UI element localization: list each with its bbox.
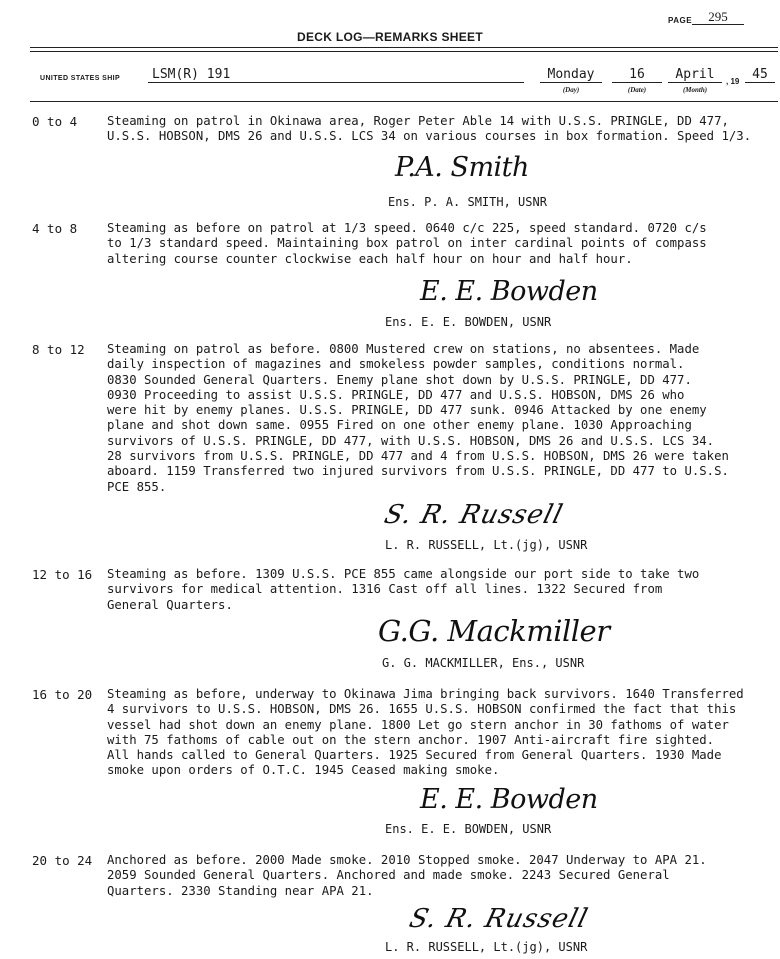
- handwritten-signature: E. E. Bowden: [420, 276, 598, 307]
- remarks-line: to 1/3 standard speed. Maintaining box patrol on inter cardinal points of compass: [107, 236, 707, 251]
- signer-name: L. R. RUSSELL, Lt.(jg), USNR: [385, 940, 588, 954]
- handwritten-signature: S. R. Russell: [381, 500, 567, 530]
- remarks-line: altering course counter clockwise each half hour on hour and half hour.: [107, 251, 633, 266]
- ship-name: LSM(R) 191: [148, 68, 524, 83]
- remarks-line: 28 survivors from U.S.S. PRINGLE, DD 477 and 4 from U.S.S. HOBSON, DMS 26 were taken: [107, 449, 729, 464]
- watch-period: 0 to 4: [32, 114, 78, 129]
- remarks-line: survivors of U.S.S. PRINGLE, DD 477, with U.S.S. HOBSON, DMS 26 and U.S.S. LCS 34.: [107, 433, 715, 448]
- remarks-line: General Quarters.: [107, 597, 233, 612]
- handwritten-signature: G.G. Mackmiller: [378, 614, 610, 648]
- watch-period: 4 to 8: [32, 221, 78, 236]
- watch-remarks: [107, 114, 775, 145]
- month-caption: (Month): [682, 86, 708, 94]
- remarks-line: Quarters. 2330 Standing near APA 21.: [107, 883, 374, 898]
- signer-name: Ens. E. E. BOWDEN, USNR: [385, 822, 552, 836]
- signer-name: G. G. MACKMILLER, Ens., USNR: [382, 656, 585, 670]
- remarks-line: 0830 Sounded General Quarters. Enemy plane shot down by U.S.S. PRINGLE, DD 477.: [107, 372, 692, 387]
- watch-remarks: [107, 853, 775, 899]
- remarks-line: daily inspection of magazines and smokeless powder samples, conditions normal.: [107, 357, 685, 372]
- month-value: April: [668, 68, 722, 83]
- remarks-line: Steaming as before, underway to Okinawa Jima bringing back survivors. 1640 Transferred: [107, 687, 744, 701]
- remarks-line: 4 survivors to U.S.S. HOBSON, DMS 26. 1655 U.S.S. HOBSON confirmed the fact that this: [107, 702, 737, 717]
- remarks-line: were hit by enemy planes. U.S.S. PRINGLE, DD 477 sunk. 0946 Attacked by one enemy: [107, 403, 707, 418]
- watch-period: 16 to 20: [32, 687, 93, 702]
- remarks-line: Anchored as before. 2000 Made smoke. 2010 Stopped smoke. 2047 Underway to APA 21.: [107, 853, 707, 867]
- handwritten-signature: P.A. Smith: [395, 152, 529, 183]
- remarks-line: Steaming as before on patrol at 1/3 speed. 0640 c/c 225, speed standard. 0720 c/s: [107, 221, 707, 235]
- date-caption: (Date): [627, 86, 647, 94]
- watch-remarks: [107, 221, 775, 267]
- signer-name: Ens. P. A. SMITH, USNR: [388, 195, 547, 209]
- remarks-line: with 75 fathoms of cable out on the stern anchor. 1907 Anti-aircraft fire sighted.: [107, 732, 715, 747]
- remarks-line: smoke upon orders of O.T.C. 1945 Ceased making smoke.: [107, 763, 500, 778]
- watch-remarks: [107, 567, 775, 613]
- day-caption: (Day): [562, 86, 580, 94]
- title-rule-bottom: [30, 51, 778, 52]
- header-rule: [30, 101, 778, 102]
- remarks-line: PCE 855.: [107, 479, 167, 494]
- ship-label: UNITED STATES SHIP: [40, 75, 121, 82]
- remarks-line: Steaming on patrol in Okinawa area, Roger Peter Able 14 with U.S.S. PRINGLE, DD 477,: [107, 114, 729, 128]
- remarks-line: aboard. 1159 Transferred two injured survivors from U.S.S. PRINGLE, DD 477 to U.S.S.: [107, 464, 729, 479]
- watch-period: 12 to 16: [32, 567, 93, 582]
- remarks-line: survivors for medical attention. 1316 Cast off all lines. 1322 Secured from: [107, 582, 663, 597]
- watch-period: 8 to 12: [32, 342, 85, 357]
- remarks-line: Steaming on patrol as before. 0800 Mustered crew on stations, no absentees. Made: [107, 342, 700, 356]
- watch-period: 20 to 24: [32, 853, 93, 868]
- signer-name: L. R. RUSSELL, Lt.(jg), USNR: [385, 538, 588, 552]
- day-value: Monday: [540, 68, 602, 83]
- date-value: 16: [612, 68, 662, 83]
- remarks-line: plane and shot down same. 0955 Fired on one other enemy plane. 1030 Approaching: [107, 418, 692, 433]
- remarks-line: U.S.S. HOBSON, DMS 26 and U.S.S. LCS 34 on various courses in box formation. Speed 1/3.: [107, 129, 752, 144]
- handwritten-signature: E. E. Bowden: [420, 784, 598, 815]
- remarks-line: 2059 Sounded General Quarters. Anchored and made smoke. 2243 Secured General: [107, 868, 670, 883]
- year-prefix: , 19: [726, 77, 740, 86]
- title-rule-top: [30, 47, 778, 48]
- watch-remarks: [107, 687, 775, 779]
- page-label: PAGE: [668, 16, 693, 25]
- signer-name: Ens. E. E. BOWDEN, USNR: [385, 315, 552, 329]
- page-number: 295: [692, 10, 744, 25]
- sheet-title: DECK LOG—REMARKS SHEET: [297, 30, 483, 44]
- remarks-line: vessel had shot down an enemy plane. 1800 Let go stern anchor in 30 fathoms of water: [107, 717, 729, 732]
- remarks-line: All hands called to General Quarters. 1925 Secured from General Quarters. 1930 Made: [107, 748, 722, 763]
- remarks-line: Steaming as before. 1309 U.S.S. PCE 855 came alongside our port side to take two: [107, 567, 700, 581]
- remarks-line: 0930 Proceeding to assist U.S.S. PRINGLE, DD 477 and U.S.S. HOBSON, DMS 26 who: [107, 387, 685, 402]
- watch-remarks: [107, 342, 775, 495]
- handwritten-signature: S. R. Russell: [406, 904, 592, 934]
- year-value: 45: [745, 68, 775, 83]
